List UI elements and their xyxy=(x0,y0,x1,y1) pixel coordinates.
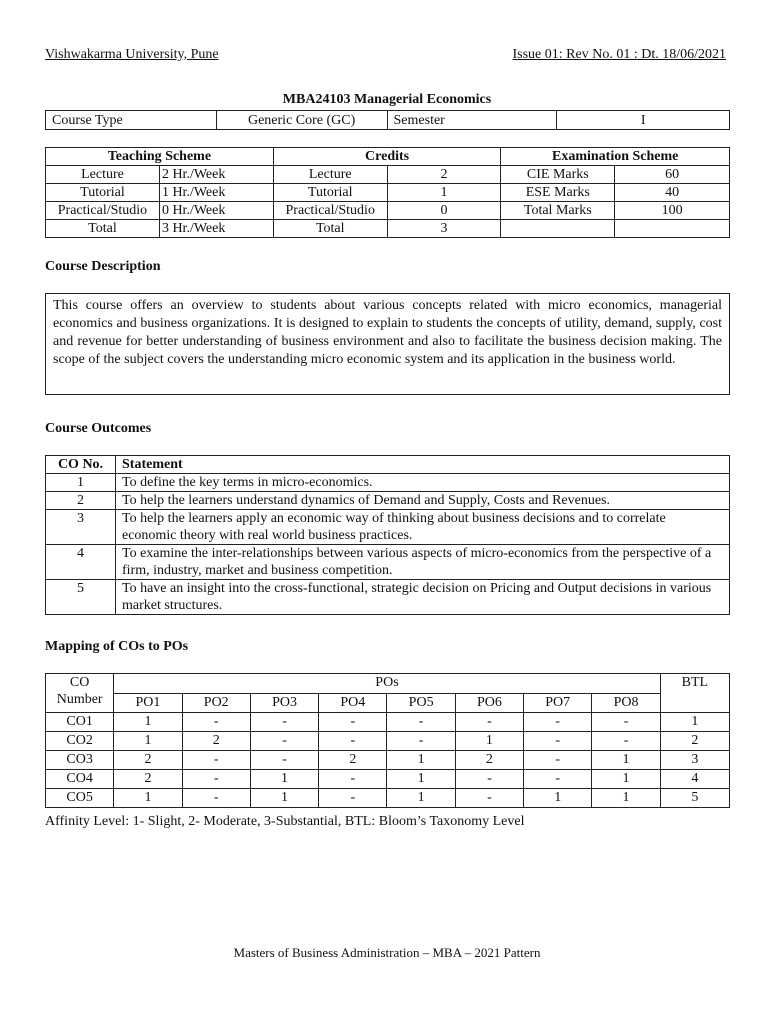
table-cell: Total Marks xyxy=(501,202,615,220)
po-header: PO8 xyxy=(592,693,660,713)
table-cell: 1 xyxy=(114,713,182,732)
table-cell: 1 xyxy=(524,789,592,808)
co-po-mapping-table xyxy=(45,673,730,808)
table-cell: 40 xyxy=(615,184,730,202)
table-cell: - xyxy=(455,789,523,808)
table-cell: - xyxy=(455,713,523,732)
teaching-scheme-header: Teaching Scheme xyxy=(46,148,274,166)
table-cell: 100 xyxy=(615,202,730,220)
table-cell: - xyxy=(319,732,387,751)
co-number: 4 xyxy=(46,545,116,580)
table-row xyxy=(46,220,730,238)
semester-value: I xyxy=(557,111,730,130)
course-type-table xyxy=(45,110,730,130)
table-row xyxy=(46,751,730,770)
co-number: 5 xyxy=(46,580,116,615)
table-row xyxy=(46,184,730,202)
table-cell: CIE Marks xyxy=(501,166,615,184)
course-outcomes-table xyxy=(45,455,730,615)
table-cell: 1 xyxy=(592,789,660,808)
po-header: PO4 xyxy=(319,693,387,713)
table-cell: - xyxy=(592,713,660,732)
pos-header: POs xyxy=(114,674,660,694)
table-row xyxy=(46,789,730,808)
table-cell: ESE Marks xyxy=(501,184,615,202)
table-cell: 1 xyxy=(250,770,318,789)
table-cell: Practical/Studio xyxy=(273,202,387,220)
table-row xyxy=(46,510,730,545)
table-cell xyxy=(615,220,730,238)
scheme-table xyxy=(45,147,730,238)
table-cell: 1 xyxy=(250,789,318,808)
co-label: CO4 xyxy=(46,770,114,789)
table-cell: - xyxy=(524,713,592,732)
examination-scheme-header: Examination Scheme xyxy=(501,148,730,166)
table-cell: 1 xyxy=(387,751,455,770)
table-cell: - xyxy=(524,732,592,751)
table-cell: 1 xyxy=(592,770,660,789)
table-row xyxy=(46,166,730,184)
table-cell: - xyxy=(182,770,250,789)
table-cell: - xyxy=(250,713,318,732)
po-header: PO2 xyxy=(182,693,250,713)
table-cell: - xyxy=(387,713,455,732)
table-cell: - xyxy=(455,770,523,789)
table-cell: 2 xyxy=(455,751,523,770)
table-cell: Tutorial xyxy=(46,184,160,202)
table-cell: 60 xyxy=(615,166,730,184)
table-row xyxy=(46,545,730,580)
btl-value: 4 xyxy=(660,770,729,789)
co-label: CO3 xyxy=(46,751,114,770)
course-type-label: Course Type xyxy=(46,111,217,130)
table-cell: - xyxy=(524,751,592,770)
table-cell: 2 Hr./Week xyxy=(159,166,273,184)
table-cell: 2 xyxy=(114,770,182,789)
university-name: Vishwakarma University, Pune xyxy=(45,47,219,62)
btl-header: BTL xyxy=(660,674,729,713)
table-cell: Practical/Studio xyxy=(46,202,160,220)
table-cell: - xyxy=(319,713,387,732)
table-cell: - xyxy=(387,732,455,751)
table-cell: 3 xyxy=(387,220,501,238)
table-cell: - xyxy=(319,789,387,808)
table-cell: - xyxy=(182,789,250,808)
table-cell: 0 Hr./Week xyxy=(159,202,273,220)
po-header: PO3 xyxy=(250,693,318,713)
table-cell: - xyxy=(319,770,387,789)
table-cell: 1 xyxy=(387,184,501,202)
table-header-row xyxy=(46,674,730,694)
table-cell xyxy=(501,220,615,238)
table-row xyxy=(46,474,730,492)
page-footer: Masters of Business Administration – MBA – 2021 Pattern xyxy=(233,945,541,960)
table-row xyxy=(46,580,730,615)
po-header: PO1 xyxy=(114,693,182,713)
credits-header: Credits xyxy=(273,148,501,166)
statement-header: Statement xyxy=(116,456,730,474)
issue-info: Issue 01: Rev No. 01 : Dt. 18/06/2021 xyxy=(512,47,726,62)
course-title: MBA24103 Managerial Economics xyxy=(282,92,492,107)
table-header-row xyxy=(46,693,730,713)
co-no-header: CO No. xyxy=(46,456,116,474)
co-statement: To have an insight into the cross-functional, strategic decision on Pricing and Output decisions in various market structures. xyxy=(116,580,730,615)
po-header: PO6 xyxy=(455,693,523,713)
table-cell: 1 xyxy=(114,789,182,808)
table-cell: 0 xyxy=(387,202,501,220)
co-statement: To define the key terms in micro-economics. xyxy=(116,474,730,492)
co-statement: To examine the inter-relationships between various aspects of micro-economics from the perspective of a firm, industry, market and business competition. xyxy=(116,545,730,580)
table-cell: 1 xyxy=(455,732,523,751)
po-header: PO5 xyxy=(387,693,455,713)
table-cell: Lecture xyxy=(46,166,160,184)
table-row xyxy=(46,111,730,130)
table-cell: Total xyxy=(273,220,387,238)
table-row xyxy=(46,732,730,751)
btl-value: 3 xyxy=(660,751,729,770)
table-cell: 2 xyxy=(319,751,387,770)
co-number: 3 xyxy=(46,510,116,545)
course-type-value: Generic Core (GC) xyxy=(216,111,387,130)
co-number: 2 xyxy=(46,492,116,510)
affinity-note: Affinity Level: 1- Slight, 2- Moderate, 3-Substantial, BTL: Bloom’s Taxonomy Level xyxy=(45,814,525,829)
co-label: CO1 xyxy=(46,713,114,732)
co-number-header: CO Number xyxy=(46,674,114,713)
table-cell: 2 xyxy=(114,751,182,770)
btl-value: 1 xyxy=(660,713,729,732)
table-cell: - xyxy=(182,713,250,732)
table-cell: 2 xyxy=(182,732,250,751)
table-cell: 1 xyxy=(387,789,455,808)
table-cell: 1 Hr./Week xyxy=(159,184,273,202)
semester-label: Semester xyxy=(387,111,557,130)
course-description-heading: Course Description xyxy=(45,259,161,274)
table-cell: 1 xyxy=(114,732,182,751)
btl-value: 2 xyxy=(660,732,729,751)
mapping-heading: Mapping of COs to POs xyxy=(45,639,189,654)
table-cell: - xyxy=(592,732,660,751)
co-statement: To help the learners apply an economic way of thinking about business decisions and to correlate economic theory with real world business practices. xyxy=(116,510,730,545)
table-cell: 1 xyxy=(387,770,455,789)
table-header-row xyxy=(46,148,730,166)
po-header: PO7 xyxy=(524,693,592,713)
table-cell: - xyxy=(182,751,250,770)
co-label: CO5 xyxy=(46,789,114,808)
co-number: 1 xyxy=(46,474,116,492)
table-header-row xyxy=(46,456,730,474)
table-row xyxy=(46,770,730,789)
table-cell: - xyxy=(250,732,318,751)
table-cell: - xyxy=(250,751,318,770)
table-row xyxy=(46,202,730,220)
co-label: CO2 xyxy=(46,732,114,751)
course-description-text: This course offers an overview to students about various concepts related with micro economics, managerial economics and business organizations. It is designed to explain to students the concepts of utility, demand, supply, cost and revenue for better understanding of business environment and also to facilitate the business decision making. The scope of the subject covers the understanding micro economic system and its application in the business world. xyxy=(45,293,730,395)
table-cell: Lecture xyxy=(273,166,387,184)
course-outcomes-heading: Course Outcomes xyxy=(45,421,152,436)
table-cell: 3 Hr./Week xyxy=(159,220,273,238)
co-statement: To help the learners understand dynamics of Demand and Supply, Costs and Revenues. xyxy=(116,492,730,510)
table-cell: - xyxy=(524,770,592,789)
table-cell: 1 xyxy=(592,751,660,770)
table-cell: 2 xyxy=(387,166,501,184)
btl-value: 5 xyxy=(660,789,729,808)
table-row xyxy=(46,713,730,732)
table-row xyxy=(46,492,730,510)
table-cell: Total xyxy=(46,220,160,238)
table-cell: Tutorial xyxy=(273,184,387,202)
